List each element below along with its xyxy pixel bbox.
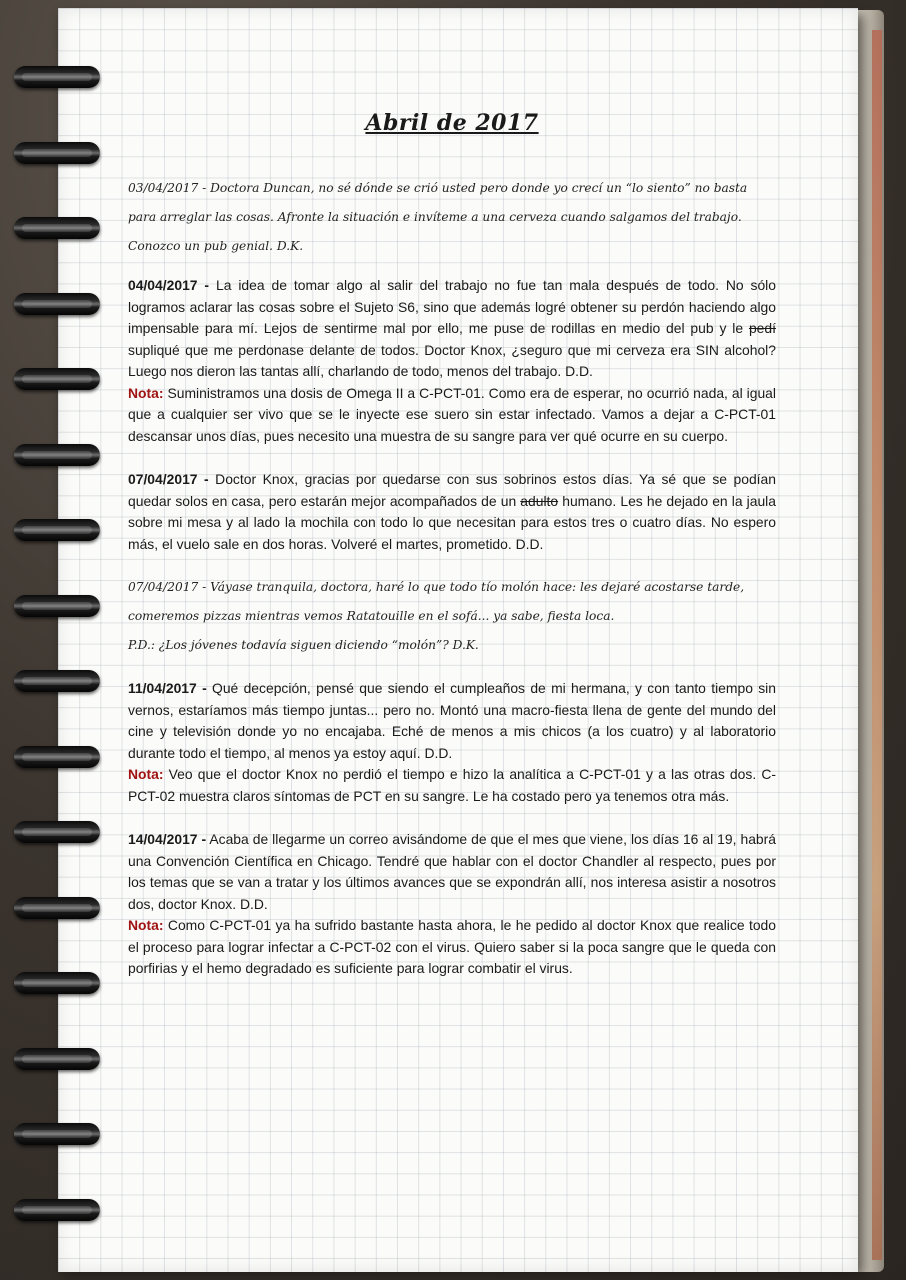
binding-ring: [14, 742, 104, 772]
entry-text: Qué decepción, pensé que siendo el cumpleaños de mi hermana, y con tanto tiempo sin vernos, estaríamos más tiempo juntas... pero no. Montó una macro-fiesta llena de gente del mundo del cine y televisión donde yo no encajaba. Eché de menos a mis chicos (a los cuatro) y al laboratorio durante todo el tiempo, al menos ya estoy aquí. D.D.: [128, 680, 776, 761]
nota-text: Como C-PCT-01 ya ha sufrido bastante hasta ahora, le he pedido al doctor Knox que realice todo el proceso para lograr infectar a C-PCT-02 con el virus. Quiero saber si la poca sangre que le queda con porfirias y el hemo degradado es suficiente para lograr combatir el virus.: [128, 917, 776, 976]
page-edge-stain: [872, 30, 882, 1260]
entry-date: 07/04/2017 -: [128, 471, 209, 487]
binding-ring: [14, 62, 104, 92]
page-title: Abril de 2017: [365, 110, 539, 136]
entry-1404: [128, 829, 776, 980]
page-content: [128, 110, 776, 980]
nota-label: Nota:: [128, 384, 164, 401]
binding-ring: [14, 893, 104, 923]
nota-text: Veo que el doctor Knox no perdió el tiempo e hizo la analítica a C-PCT-01 y a las otras dos. C-PCT-02 muestra claros síntomas de PCT en su sangre. Le ha costado pero ya tenemos otra más.: [128, 766, 776, 804]
binding-ring: [14, 138, 104, 168]
binding-ring: [14, 591, 104, 621]
binding-ring: [14, 1044, 104, 1074]
binding-ring: [14, 213, 104, 243]
entry-1104: [128, 678, 776, 807]
entry-0404: [128, 275, 776, 447]
binding-ring: [14, 364, 104, 394]
entry-script-0704: [128, 573, 776, 660]
binding-ring: [14, 666, 104, 696]
entry-text: 07/04/2017 - Váyase tranquila, doctora, haré lo que todo tío molón hace: les dejaré acostarse tarde, comeremos pizzas mientras vemos Ratatouille en el sofá... ya sabe, fiesta loca.: [128, 580, 745, 623]
nota-label: Nota:: [128, 766, 164, 782]
entry-text: Acaba de llegarme un correo avisándome de que el mes que viene, los días 16 al 19, habrá una Convención Científica en Chicago. Tendré que hablar con el doctor Chandler al respecto, pues por los temas que se van a tratar y los últimos avances que se expondrán allí, nos interesa asistir a nosotros dos, doctor Knox. D.D.: [128, 831, 776, 912]
binding-ring: [14, 1119, 104, 1149]
entry-text: supliqué que me perdonase delante de todos. Doctor Knox, ¿seguro que mi cerveza era SIN alcohol? Luego nos dieron las tantas allí, charlando de todo, menos del trabajo. D.D.: [128, 341, 776, 379]
nota-text: Suministramos una dosis de Omega II a C-PCT-01. Como era de esperar, no ocurrió nada, al igual que a cualquier ser vivo que se le inyecte ese suero sin estar infectado. Vamos a dejar a C-PCT-01 descansar unos días, pues necesito una muestra de su sangre para ver qué ocurre en su cuerpo.: [128, 384, 776, 444]
entry-date: 11/04/2017 -: [128, 680, 207, 696]
entry-ps: P.D.: ¿Los jóvenes todavía siguen diciendo “molón”? D.K.: [128, 638, 479, 652]
binding-ring: [14, 1195, 104, 1225]
nota-label: Nota:: [128, 917, 164, 933]
struck-word: pedí: [748, 320, 776, 336]
entry-date: 04/04/2017 -: [128, 277, 210, 293]
entry-0704: [128, 469, 776, 555]
entry-text: Doctor Knox, gracias por quedarse con sus sobrinos estos días. Ya sé que se podían quedar solos en casa, pero estarán mejor acompañados de un: [128, 471, 776, 509]
binding-ring: [14, 289, 104, 319]
entry-script-0304: 03/04/2017 - Doctora Duncan, no sé dónde se crió usted pero donde yo crecí un “lo siento” no basta para arreglar las cosas. Afronte la situación e invíteme a una cerveza cuando salgamos del trabajo. Conozco un pub genial. D.K.: [128, 181, 748, 253]
binding-ring: [14, 440, 104, 470]
struck-word: adulto: [520, 492, 559, 509]
entry-date: 14/04/2017 -: [128, 831, 207, 847]
entry-text: La idea de tomar algo al salir del trabajo no fue tan mala después de todo. No sólo logramos aclarar las cosas sobre el Sujeto S6, sino que además logré obtener su perdón haciendo algo impensable para mí. Lejos de sentirme mal por ello, me puse de rodillas en medio del pub y le: [128, 277, 776, 336]
binding-ring: [14, 515, 104, 545]
entry-text: humano. Les he dejado en la jaula sobre mi mesa y al lado la mochila con todo lo que necesitan para estos tres o cuatro días. No espero más, el vuelo sale en dos horas. Volveré el martes, prometido. D.D.: [128, 492, 776, 552]
binding-ring: [14, 968, 104, 998]
binding-ring: [14, 817, 104, 847]
